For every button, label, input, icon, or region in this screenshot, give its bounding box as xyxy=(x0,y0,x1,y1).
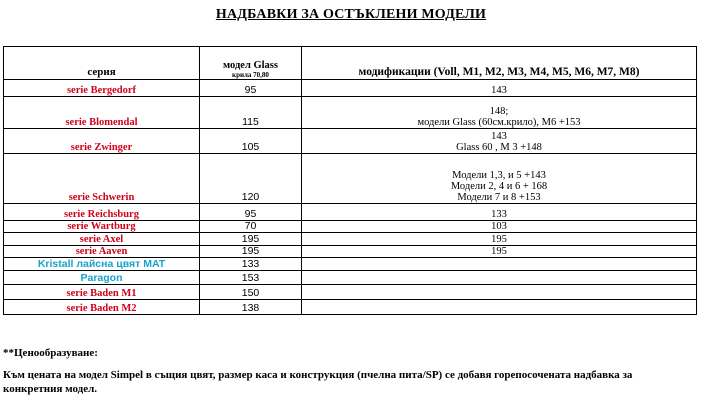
modification-line: 133 xyxy=(491,209,507,220)
modifications-surcharge xyxy=(302,129,697,154)
table-row xyxy=(4,154,697,204)
series-name: serie Baden M2 xyxy=(4,300,200,315)
table-row xyxy=(4,285,697,300)
glass-surcharge: 105 xyxy=(200,129,302,154)
modifications-surcharge xyxy=(302,246,697,258)
modifications-surcharge xyxy=(302,233,697,246)
glass-surcharge: 195 xyxy=(200,233,302,246)
series-name: serie Axel xyxy=(4,233,200,246)
modification-line: 143 xyxy=(491,85,507,96)
glass-surcharge: 150 xyxy=(200,285,302,300)
series-name: Kristall лайсна цвят MAT xyxy=(4,258,200,271)
surcharge-table xyxy=(3,46,697,315)
modifications-surcharge xyxy=(302,285,697,300)
modification-line: 195 xyxy=(491,234,507,245)
table-row xyxy=(4,80,697,97)
table-row xyxy=(4,271,697,285)
header-glass-label: модел Glass xyxy=(223,60,278,71)
header-series: серия xyxy=(4,47,200,80)
table-row xyxy=(4,233,697,246)
table-row xyxy=(4,300,697,315)
table-row xyxy=(4,204,697,221)
series-name: serie Baden M1 xyxy=(4,285,200,300)
header-glass-sub: крила 70,80 xyxy=(232,71,269,79)
glass-surcharge: 95 xyxy=(200,80,302,97)
glass-surcharge: 95 xyxy=(200,204,302,221)
glass-surcharge: 70 xyxy=(200,221,302,233)
series-name: serie Wartburg xyxy=(4,221,200,233)
modifications-surcharge xyxy=(302,204,697,221)
modifications-surcharge xyxy=(302,80,697,97)
modification-line: 148; xyxy=(489,106,509,117)
note-text: Към цената на модел Simpel в същия цвят, размер каса и конструкция (пчелна пита/SP) се добавя горепосочената надбавка за конкретния модел. xyxy=(3,369,633,395)
modifications-surcharge xyxy=(302,97,697,129)
glass-surcharge: 138 xyxy=(200,300,302,315)
modifications-surcharge xyxy=(302,300,697,315)
table-row xyxy=(4,258,697,271)
series-name: serie Reichsburg xyxy=(4,204,200,221)
modifications-surcharge xyxy=(302,221,697,233)
modification-line: Модели 1,3, и 5 +143 xyxy=(452,170,546,181)
modification-line: 103 xyxy=(491,221,507,232)
modifications-surcharge xyxy=(302,258,697,271)
modification-line: Glass 60 , M 3 +148 xyxy=(456,142,542,153)
modifications-surcharge xyxy=(302,154,697,204)
modification-line: Модели 7 и 8 +153 xyxy=(457,192,541,203)
header-modifications: модификации (Voll, M1, M2, M3, M4, M5, M6, M7, M8) xyxy=(302,47,697,80)
modification-line: Модели 2, 4 и 6 + 168 xyxy=(450,181,548,192)
series-name: Paragon xyxy=(4,271,200,285)
table-header-row xyxy=(4,47,697,80)
series-name: serie Zwinger xyxy=(4,129,200,154)
modifications-surcharge xyxy=(302,271,697,285)
modification-line: 143 xyxy=(491,131,507,142)
series-name: serie Blomendal xyxy=(4,97,200,129)
table-body xyxy=(4,80,697,315)
table-row xyxy=(4,97,697,129)
glass-surcharge: 120 xyxy=(200,154,302,204)
table-row xyxy=(4,129,697,154)
series-name: serie Bergedorf xyxy=(4,80,200,97)
glass-surcharge: 153 xyxy=(200,271,302,285)
glass-surcharge: 195 xyxy=(200,246,302,258)
glass-surcharge: 133 xyxy=(200,258,302,271)
modification-line: модели Glass (60см.крило), M6 +153 xyxy=(417,117,581,128)
series-name: serie Schwerin xyxy=(4,154,200,204)
header-glass xyxy=(200,47,302,80)
series-name: serie Aaven xyxy=(4,246,200,258)
table-row xyxy=(4,246,697,258)
modification-line: 195 xyxy=(491,246,507,257)
table-row xyxy=(4,221,697,233)
page-title: НАДБАВКИ ЗА ОСТЪКЛЕНИ МОДЕЛИ xyxy=(215,7,487,22)
note-heading: **Ценообразуване: xyxy=(3,347,98,359)
glass-surcharge: 115 xyxy=(200,97,302,129)
